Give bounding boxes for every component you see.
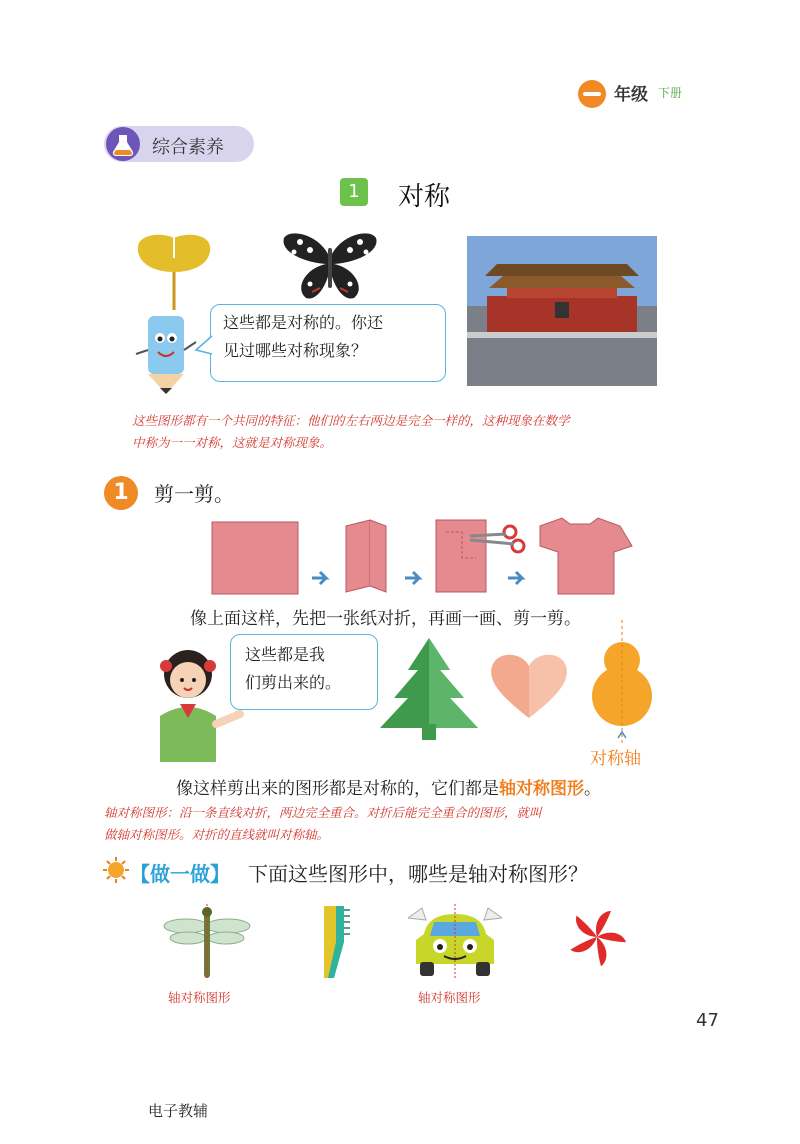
conclusion-text [176,774,601,799]
answer-label: 轴对称图形 [418,990,481,1005]
gourd-cutout [584,618,660,748]
grade-badge-icon [578,80,606,108]
section-label: 综合素养 [152,137,224,158]
activity-number: 1 [104,476,138,510]
flask-icon [106,127,140,161]
instruction-text: 像上面这样，先把一张纸对折，再画一画、剪一剪。 [190,609,581,629]
grade-label: 年级 [614,85,648,105]
note-line: 做轴对称图形。对折的直线就叫对称轴。 [104,827,330,842]
note-line: 轴对称图形：沿一条直线对折，两边完全重合。对折后能完全重合的图形，就叫 [104,805,542,820]
activity-title: 剪一剪。 [154,482,234,506]
speech-line: 们剪出来的。 [245,673,342,692]
car-image [408,904,502,980]
heart-cutout [488,650,570,720]
bubble-tail [194,334,214,358]
speech-line: 这些都是我 [245,645,326,664]
speech-bubble [210,304,446,382]
note-line: 这些图形都有一个共同的特征：他们的左右两边是完全一样的，这种现象在数学 [132,413,570,428]
paper-cutting-steps [200,512,650,602]
pencil-mascot [130,310,202,396]
lesson-title: 对称 [398,182,451,212]
tiananmen-photo [467,236,657,386]
teacher-note [132,410,692,454]
answer-label: 轴对称图形 [168,990,231,1005]
lesson-number: 1 [340,178,368,206]
volume-label: 下册 [658,86,683,100]
speech-line: 见过哪些对称现象？ [223,341,368,360]
ginkgo-leaf-image [132,228,216,312]
speech-line: 这些都是对称的。你还 [223,313,384,332]
sun-icon [102,856,130,884]
footer-text: 电子教辅 [148,1102,209,1120]
try-it-question: 下面这些图形中，哪些是轴对称图形？ [248,862,588,886]
tree-cutout [378,636,480,740]
note-line: 中称为一一对称，这就是对称现象。 [132,435,333,450]
speech-bubble-girl [230,634,378,710]
comb-image [316,902,352,982]
try-it-label: 【做一做】 [130,862,230,886]
axis-label: 对称轴 [590,749,641,769]
definition-note [104,802,704,846]
dragonfly-image [162,904,252,980]
conclusion-suffix: 。 [584,779,601,799]
page-number: 47 [696,1010,719,1031]
conclusion-prefix: 像这样剪出来的图形都是对称的，它们都是 [176,779,499,799]
butterfly-image [280,228,380,302]
bauhinia-flower-image [566,906,628,968]
key-term: 轴对称图形 [499,779,584,799]
